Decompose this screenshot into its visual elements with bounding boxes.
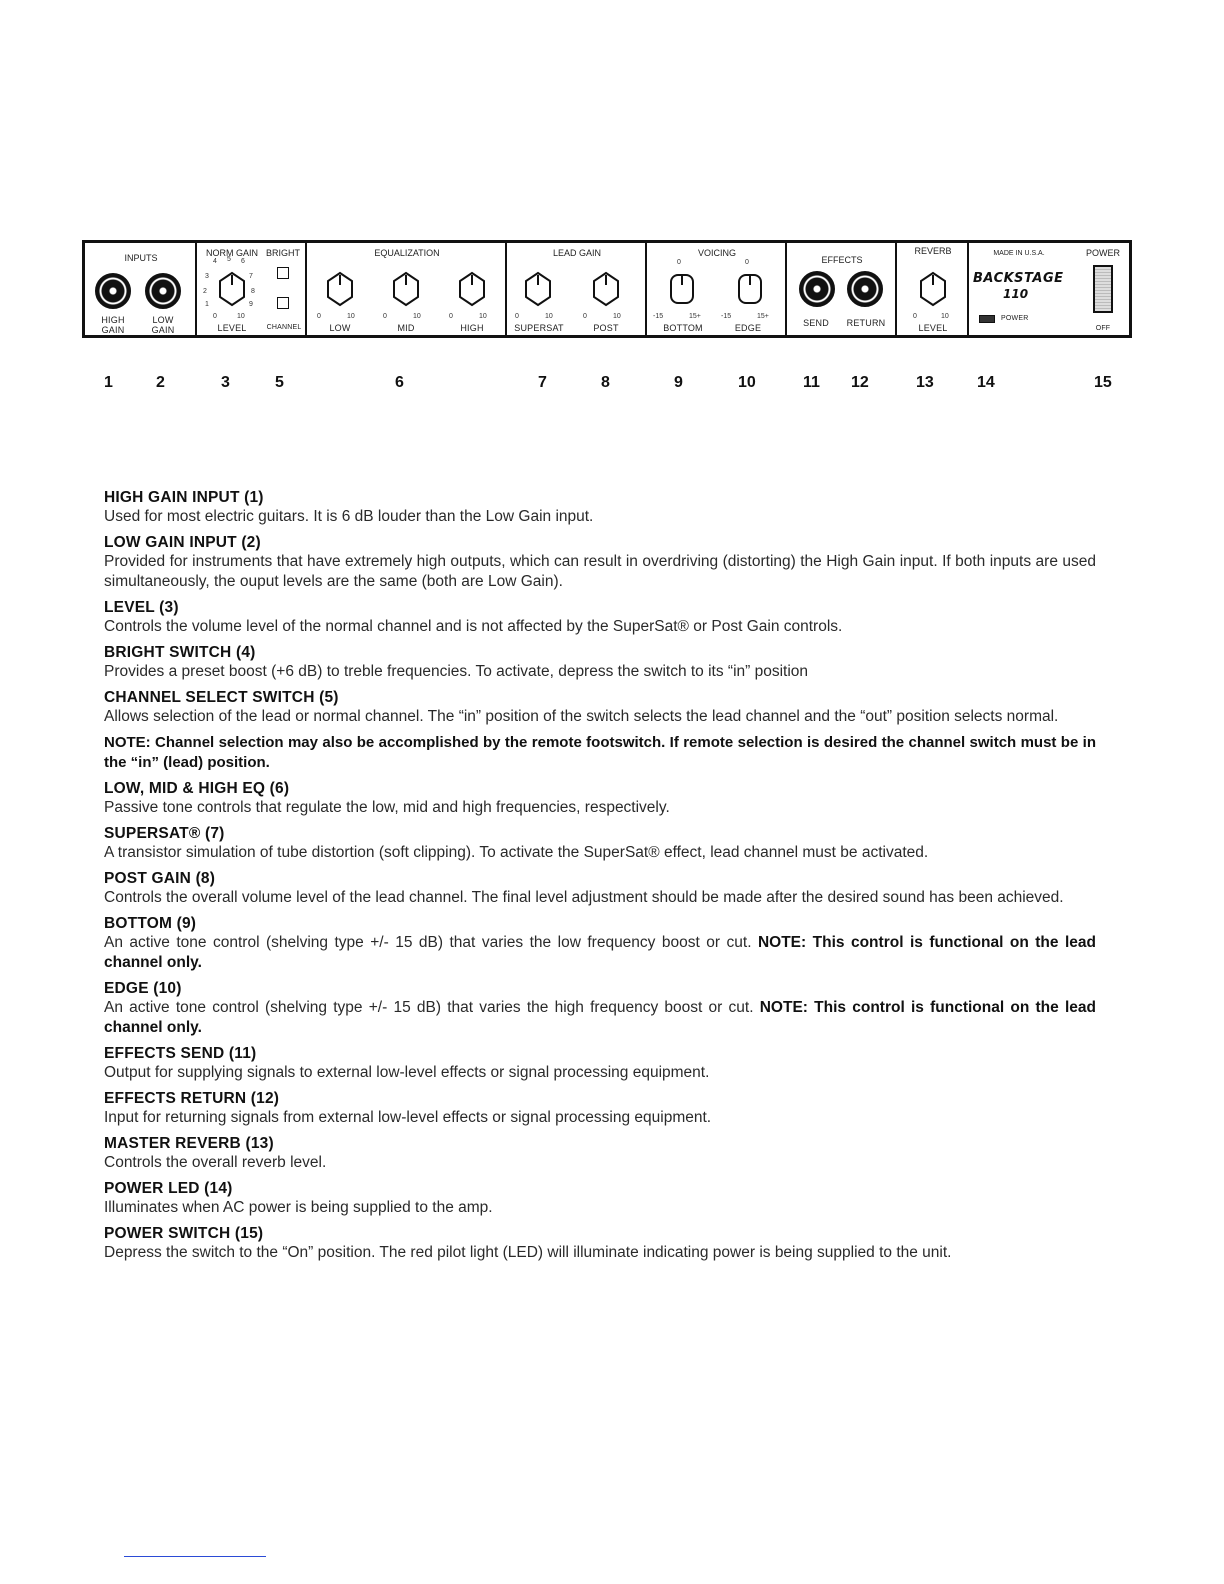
- made-in-usa: MADE IN U.S.A.: [993, 250, 1045, 257]
- mid-eq-knob[interactable]: [391, 271, 421, 307]
- item-heading: CHANNEL SELECT SWITCH (5): [104, 689, 339, 706]
- low-eq-knob[interactable]: [325, 271, 355, 307]
- equalization-title: EQUALIZATION: [374, 248, 440, 258]
- callout-number: 5: [275, 374, 284, 391]
- item-heading: BOTTOM (9): [104, 915, 197, 932]
- bottom-label: BOTTOM: [663, 323, 703, 333]
- supersat-label: SUPERSAT: [514, 323, 564, 333]
- tick: 4: [213, 258, 217, 265]
- item-body: Provided for instruments that have extremely high outputs, which can result in overdriving (distorting) the High Gain input. If both inputs are used simultaneously, the ouput levels are the same (both are Low Gain).: [104, 553, 1096, 590]
- inline-note: NOTE: This control is functional on the lead channel only.: [104, 999, 1096, 1036]
- high-gain-label: HIGH GAIN: [101, 315, 125, 335]
- voicing-title: VOICING: [697, 248, 736, 258]
- effects-title: EFFECTS: [821, 255, 863, 265]
- post-label: POST: [593, 323, 619, 333]
- tick: 3: [205, 273, 209, 280]
- desc-bright-switch: [104, 643, 1096, 682]
- brand-name: BACKSTAGE: [973, 271, 1064, 286]
- note-text: NOTE: Channel selection may also be accomplished by the remote footswitch. If remote selection is desired the channel switch must be in the “in” (lead) position.: [104, 734, 1096, 771]
- effects-send-jack[interactable]: [799, 271, 835, 307]
- tick: 0: [449, 313, 453, 320]
- send-label: SEND: [803, 318, 829, 328]
- desc-channel-select-switch: [104, 688, 1096, 727]
- item-body: Used for most electric guitars. It is 6 dB louder than the Low Gain input.: [104, 508, 594, 525]
- eq-section: [307, 243, 507, 335]
- item-heading: MASTER REVERB (13): [104, 1135, 274, 1152]
- item-heading: POWER LED (14): [104, 1180, 233, 1197]
- desc-power-led: [104, 1179, 1096, 1218]
- item-body: Passive tone controls that regulate the low, mid and high frequencies, respectively.: [104, 799, 670, 816]
- off-label: OFF: [1095, 325, 1111, 332]
- desc-edge: [104, 979, 1096, 1038]
- item-body: Provides a preset boost (+6 dB) to treble frequencies. To activate, depress the switch to its “in” position: [104, 663, 809, 680]
- tick: 0: [515, 313, 519, 320]
- desc-supersat: [104, 824, 1096, 863]
- tick: 0: [383, 313, 387, 320]
- inputs-title: INPUTS: [124, 253, 158, 263]
- model-number: 110: [1003, 287, 1029, 301]
- tick: 5: [227, 256, 231, 263]
- return-label: RETURN: [846, 318, 886, 328]
- desc-low-gain-input: [104, 533, 1096, 592]
- edge-label: EDGE: [734, 323, 762, 333]
- tick: 10: [237, 313, 245, 320]
- tick: 15+: [689, 313, 701, 320]
- effects-return-jack[interactable]: [847, 271, 883, 307]
- norm-section: [197, 243, 307, 335]
- inputs-section: [85, 243, 197, 335]
- item-body: [104, 998, 1096, 1038]
- desc-master-reverb: [104, 1134, 1096, 1173]
- tick: 6: [241, 258, 245, 265]
- amp-front-panel: [82, 240, 1132, 338]
- bottom-knob[interactable]: [667, 271, 697, 307]
- tick: 15+: [757, 313, 769, 320]
- tick: 1: [205, 301, 209, 308]
- tick: 0: [745, 259, 749, 266]
- tick: 10: [479, 313, 487, 320]
- item-heading: BRIGHT SWITCH (4): [104, 644, 256, 661]
- mid-label: MID: [397, 323, 415, 333]
- desc-level: [104, 598, 1096, 637]
- desc-effects-send: [104, 1044, 1096, 1083]
- high-label: HIGH: [460, 323, 484, 333]
- item-body: Illuminates when AC power is being supplied to the amp.: [104, 1199, 493, 1216]
- power-led: [979, 315, 995, 323]
- item-heading: EFFECTS SEND (11): [104, 1045, 257, 1062]
- bright-switch[interactable]: [277, 267, 289, 279]
- effects-section: [787, 243, 897, 335]
- supersat-knob[interactable]: [523, 271, 553, 307]
- item-heading: HIGH GAIN INPUT (1): [104, 489, 264, 506]
- desc-bottom: [104, 914, 1096, 973]
- callout-number: 15: [1094, 374, 1112, 391]
- tick: 10: [941, 313, 949, 320]
- callout-number: 9: [674, 374, 683, 391]
- item-body: Output for supplying signals to external low-level effects or signal processing equipment.: [104, 1064, 710, 1081]
- reverb-title: REVERB: [914, 246, 952, 256]
- level-knob[interactable]: [217, 271, 247, 307]
- level-label: LEVEL: [217, 323, 247, 333]
- tick: 10: [545, 313, 553, 320]
- lead-gain-section: [507, 243, 647, 335]
- item-heading: POST GAIN (8): [104, 870, 216, 887]
- callout-number: 14: [977, 374, 995, 391]
- desc-power-switch: [104, 1224, 1096, 1263]
- tick: 8: [251, 288, 255, 295]
- post-gain-knob[interactable]: [591, 271, 621, 307]
- tick: 9: [249, 301, 253, 308]
- edge-knob[interactable]: [735, 271, 765, 307]
- reverb-knob[interactable]: [918, 271, 948, 307]
- callout-number: 13: [916, 374, 934, 391]
- high-gain-input-jack[interactable]: [95, 273, 131, 309]
- item-heading: LOW, MID & HIGH EQ (6): [104, 780, 290, 797]
- item-heading: POWER SWITCH (15): [104, 1225, 264, 1242]
- desc-post-gain: [104, 869, 1096, 908]
- tick: 7: [249, 273, 253, 280]
- tick: -15: [653, 313, 664, 320]
- item-heading: LEVEL (3): [104, 599, 179, 616]
- footer-rule: [124, 1556, 266, 1557]
- channel-label: CHANNEL: [266, 324, 302, 331]
- callout-number: 12: [851, 374, 869, 391]
- item-body-text: An active tone control (shelving type +/- 15 dB) that varies the low frequency boost or cut.: [104, 934, 752, 951]
- desc-high-gain-input: [104, 488, 1096, 527]
- callout-number: 6: [395, 374, 404, 391]
- item-body: Depress the switch to the “On” position. The red pilot light (LED) will illuminate indicating power is being supplied to the unit.: [104, 1244, 952, 1261]
- tick: 0: [677, 259, 681, 266]
- norm-gain-title: NORM GAIN: [205, 248, 258, 258]
- tick: -15: [721, 313, 732, 320]
- callout-number: 11: [803, 374, 820, 391]
- desc-effects-return: [104, 1089, 1096, 1128]
- power-title: POWER: [1085, 248, 1120, 258]
- item-heading: SUPERSAT® (7): [104, 825, 225, 842]
- reverb-level-label: LEVEL: [918, 323, 948, 333]
- power-switch[interactable]: [1093, 265, 1113, 313]
- callout-number: 2: [156, 374, 165, 391]
- item-body-text: An active tone control (shelving type +/- 15 dB) that varies the high frequency boost or cut.: [104, 999, 754, 1016]
- tick: 0: [583, 313, 587, 320]
- tick: 0: [317, 313, 321, 320]
- inline-note: NOTE: This control is functional on the lead channel only.: [104, 934, 1096, 971]
- bright-title: BRIGHT: [265, 248, 300, 258]
- desc-channel-note: [104, 733, 1096, 773]
- callout-number: 8: [601, 374, 610, 391]
- item-body: A transistor simulation of tube distortion (soft clipping). To activate the SuperSat® effect, lead channel must be activated.: [104, 844, 929, 861]
- item-body: [104, 933, 1096, 973]
- reverb-section: [897, 243, 969, 335]
- item-heading: LOW GAIN INPUT (2): [104, 534, 261, 551]
- callout-number: 1: [104, 374, 113, 391]
- lead-gain-title: LEAD GAIN: [552, 248, 601, 258]
- tick: 0: [213, 313, 217, 320]
- voicing-section: [647, 243, 787, 335]
- tick: 2: [203, 288, 207, 295]
- brand-power-section: [969, 243, 1129, 335]
- item-body: Input for returning signals from external low-level effects or signal processing equipment.: [104, 1109, 712, 1126]
- desc-eq: [104, 779, 1096, 818]
- callout-number: 10: [738, 374, 756, 391]
- low-gain-input-jack[interactable]: [145, 273, 181, 309]
- channel-select-switch[interactable]: [277, 297, 289, 309]
- tick: 10: [613, 313, 621, 320]
- item-body: Controls the overall volume level of the lead channel. The final level adjustment should be made after the desired sound has been achieved.: [104, 889, 1064, 906]
- high-eq-knob[interactable]: [457, 271, 487, 307]
- item-heading: EFFECTS RETURN (12): [104, 1090, 280, 1107]
- low-gain-label: LOW GAIN: [151, 315, 175, 335]
- tick: 10: [347, 313, 355, 320]
- control-descriptions: [104, 488, 1096, 1269]
- item-body: Controls the overall reverb level.: [104, 1154, 327, 1171]
- item-body: Controls the volume level of the normal channel and is not affected by the SuperSat® or Post Gain controls.: [104, 618, 843, 635]
- tick: 0: [913, 313, 917, 320]
- low-label: LOW: [329, 323, 351, 333]
- power-led-label: POWER: [1001, 315, 1029, 322]
- tick: 10: [413, 313, 421, 320]
- item-heading: EDGE (10): [104, 980, 182, 997]
- item-body: Allows selection of the lead or normal channel. The “in” position of the switch selects the lead channel and the “out” position selects normal.: [104, 708, 1059, 725]
- callout-number: 3: [221, 374, 230, 391]
- callout-number: 7: [538, 374, 547, 391]
